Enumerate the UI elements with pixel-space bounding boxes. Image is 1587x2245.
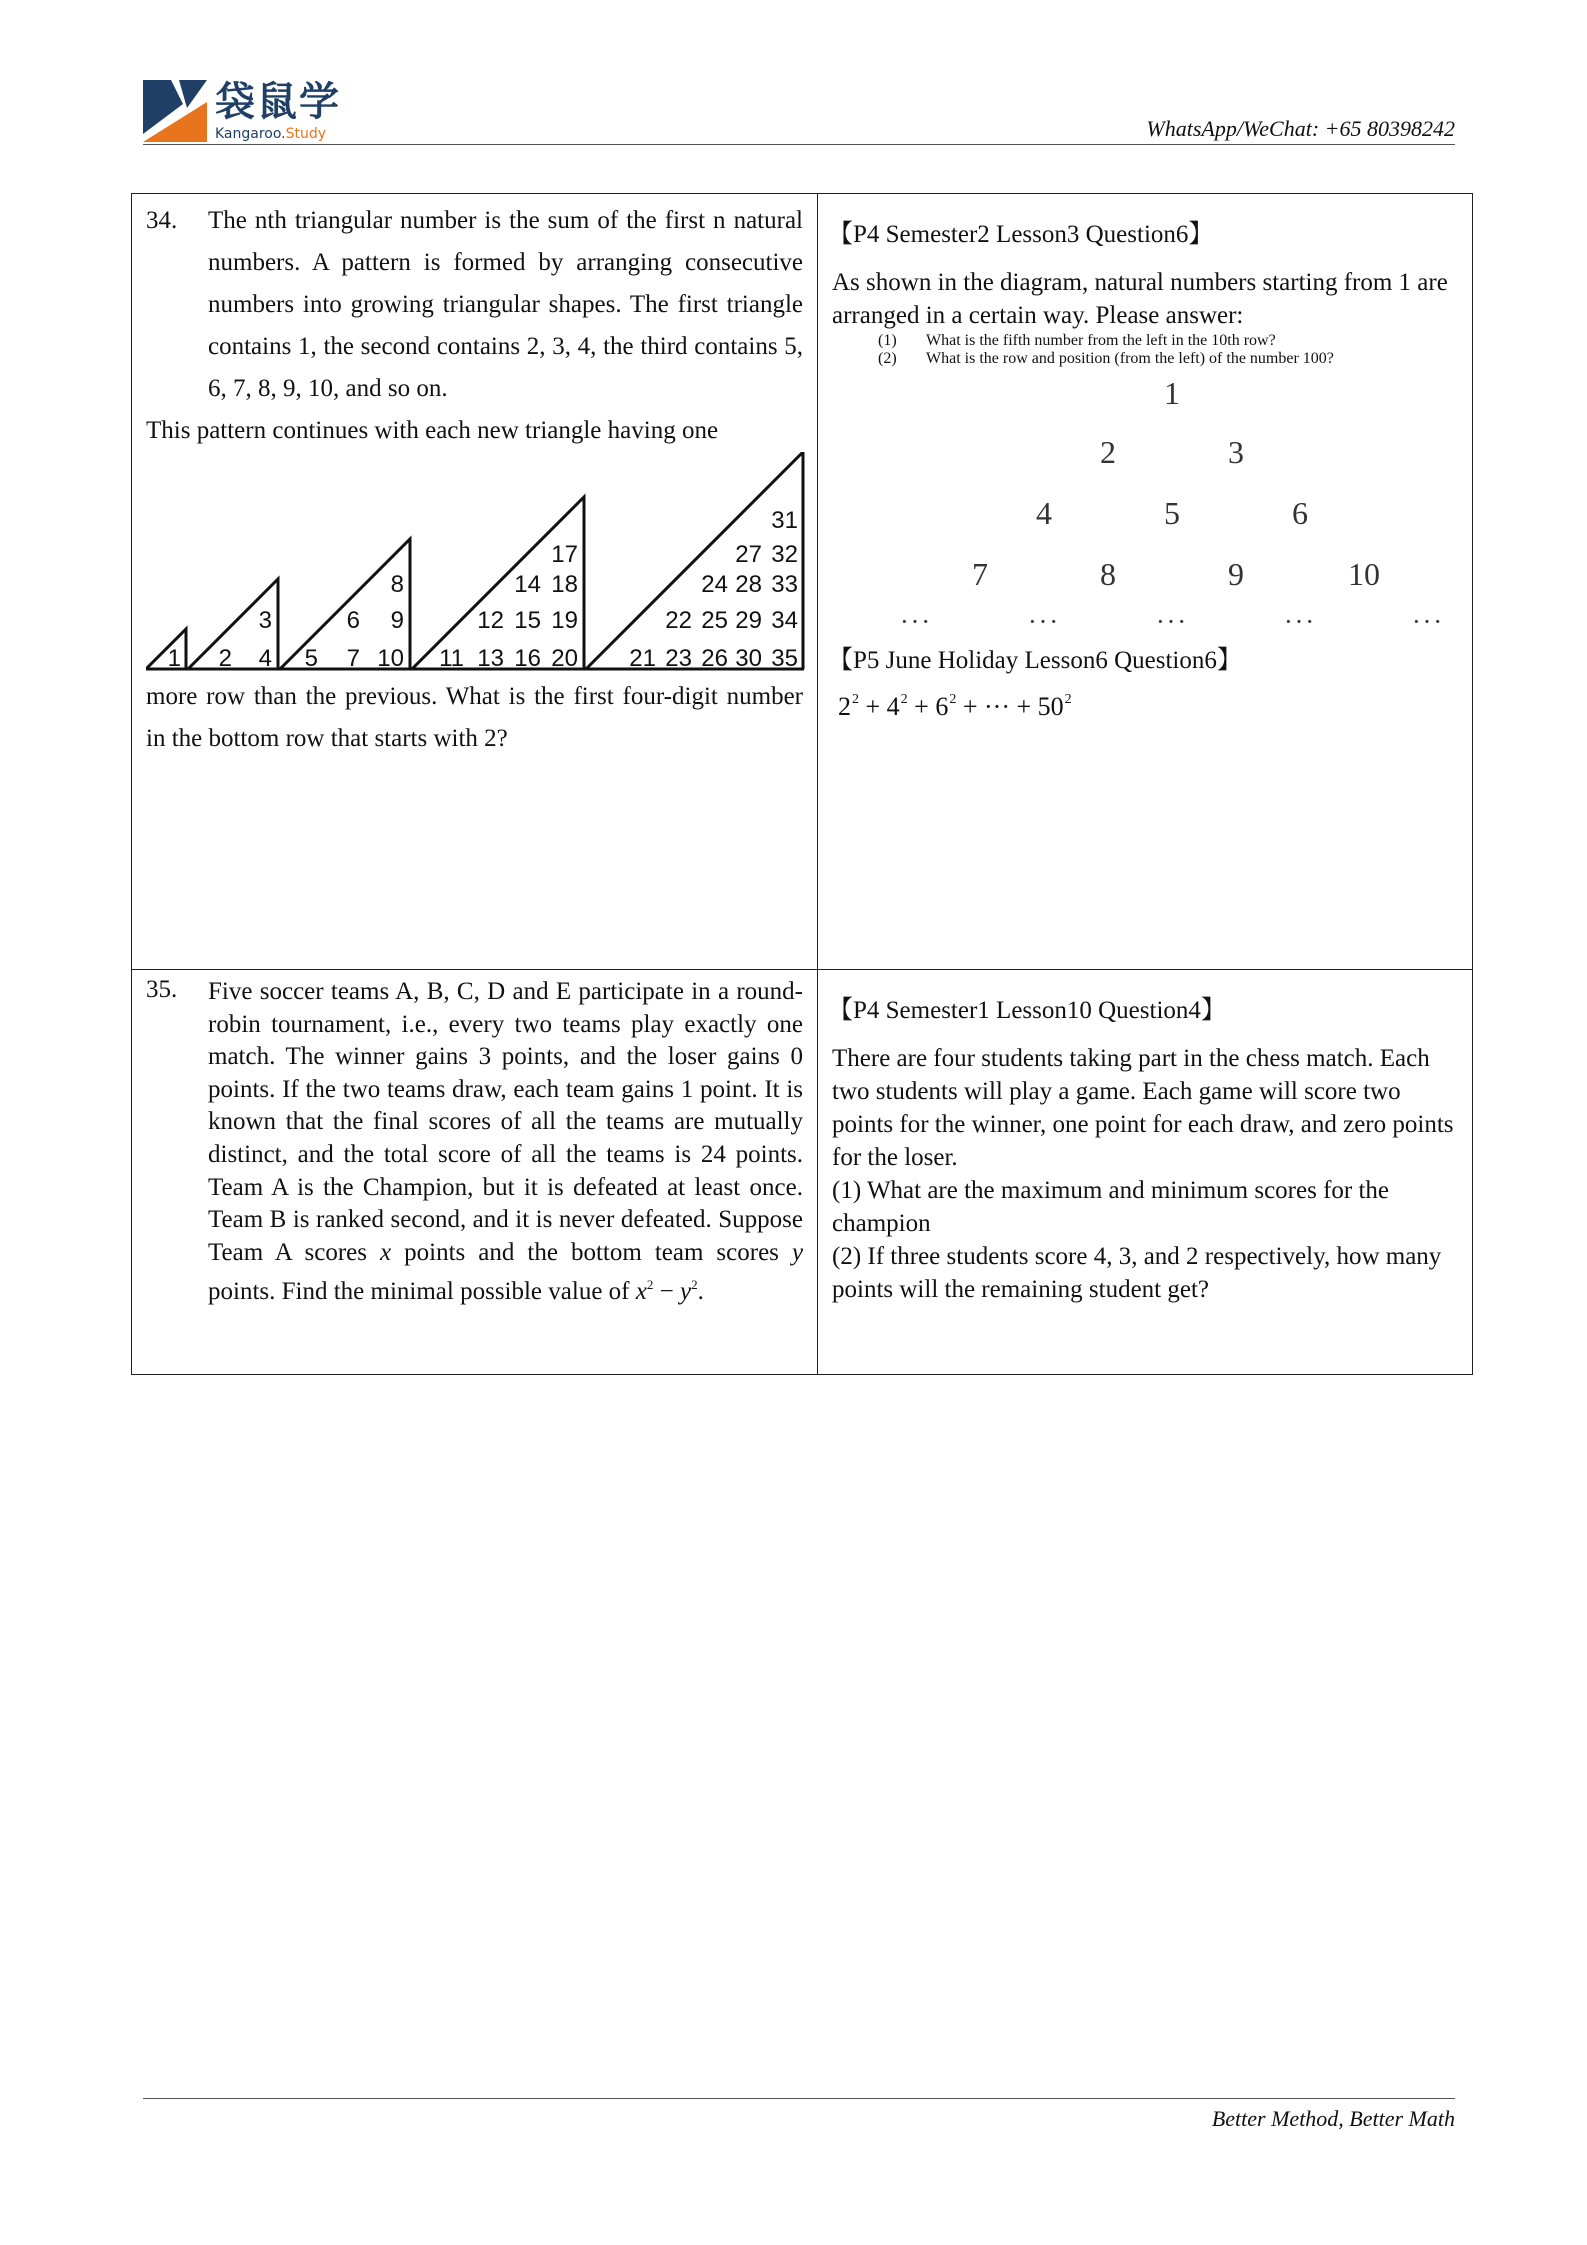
triangle-number: 26 (701, 645, 728, 672)
contact-info: WhatsApp/WeChat: +65 80398242 (1146, 116, 1455, 141)
reference-title: 【P5 June Holiday Lesson6 Question6】 (828, 647, 1242, 674)
pyramid-number: 6 (1292, 495, 1308, 531)
list-item: (2) What is the row and position (from the left) of the number 100? (878, 350, 1334, 367)
continuation-dots: ··· (1028, 607, 1060, 636)
triangle-number: 31 (771, 507, 798, 534)
triangle-number: 10 (377, 645, 404, 672)
triangle-number: 27 (735, 541, 762, 568)
number-pyramid-figure (832, 368, 1472, 640)
reference-intro: As shown in the diagram, natural numbers starting from 1 are arranged in a certain way. Please answer: (832, 269, 1448, 329)
triangle-number: 14 (514, 571, 541, 598)
question-34-continuation: This pattern continues with each new triangle having one (146, 417, 719, 444)
pyramid-number: 8 (1100, 556, 1116, 592)
triangle-number: 12 (477, 607, 504, 634)
triangle-number: 19 (551, 607, 578, 634)
pyramid-number: 2 (1100, 434, 1116, 470)
question-35-text: Five soccer teams A, B, C, D and E participate in a round-robin tournament, i.e., every two teams play exactly one match. The winner gains 3 points, and the loser gains 0 points. If the two teams draw, each team gains 1 point. It is known that the final scores of all the teams are mutually distinct, and the total score of all the teams is 24 points. Team A is the Champion, but it is defeated at least once. Team B is ranked second, and it is never defeated. Suppose Team A scores x points and the bottom team scores y points. Find the minimal possible value of $x^2 - y^2$. (208, 978, 804, 1306)
triangle-number: 7 (346, 645, 360, 672)
triangle-number: 6 (346, 607, 360, 634)
pyramid-number: 5 (1164, 495, 1180, 531)
pyramid-number: 1 (1164, 375, 1180, 411)
footer-slogan: Better Method, Better Math (1211, 2106, 1455, 2131)
triangle-number: 13 (477, 645, 504, 672)
triangle-number: 32 (771, 541, 798, 568)
triangle-number: 5 (304, 645, 318, 672)
question-34-cell (132, 194, 818, 969)
pyramid-number: 7 (972, 556, 988, 592)
triangle-number: 4 (258, 645, 272, 672)
question-table (131, 193, 1473, 1375)
question-35-cell (132, 970, 818, 1374)
triangle-number: 28 (735, 571, 762, 598)
reference-1-cell (818, 194, 1472, 969)
triangle-number: 25 (701, 607, 728, 634)
reference-question-2: (2) If three students score 4, 3, and 2 respectively, how many points will the remaining student get? (832, 1243, 1442, 1303)
pyramid-number: 3 (1228, 434, 1244, 470)
reference-paragraph: There are four students taking part in the chess match. Each two students will play a game. Each game will score two points for the winner, one point for each draw, and zero points for the loser. (832, 1045, 1454, 1171)
reference-3-cell (818, 970, 1472, 1374)
question-35 (146, 976, 803, 1309)
triangle-number: 29 (735, 607, 762, 634)
triangle-number: 18 (551, 571, 578, 598)
continuation-dots: ··· (1284, 607, 1316, 636)
number-pyramid (832, 368, 1460, 640)
table-row (132, 969, 1472, 1374)
triangle-number: 21 (629, 645, 656, 672)
triangle-number: 17 (551, 541, 578, 568)
question-34 (146, 200, 803, 410)
pyramid-number: 9 (1228, 556, 1244, 592)
triangle-number: 11 (439, 645, 464, 672)
table-row (132, 194, 1472, 969)
triangle-number: 24 (701, 571, 728, 598)
reference-title: 【P4 Semester1 Lesson10 Question4】 (828, 997, 1226, 1024)
reference-questions (878, 332, 1460, 368)
triangle-number: 20 (551, 645, 578, 672)
continuation-dots: ··· (1412, 607, 1444, 636)
triangle-number: 16 (514, 645, 541, 672)
triangle-number: 34 (771, 607, 798, 634)
question-number: 34. (146, 207, 178, 234)
question-number: 35. (146, 976, 178, 1003)
triangle-figure (146, 452, 803, 676)
triangle-number: 1 (167, 645, 181, 672)
reference-question-1: (1) What are the maximum and minimum scores for the champion (832, 1177, 1390, 1237)
triangle-number: 3 (258, 607, 272, 634)
logo (143, 72, 358, 144)
triangle-number: 15 (514, 607, 541, 634)
triangle-number: 22 (665, 607, 692, 634)
question-34-text: The nth triangular number is the sum of the first n natural numbers. A pattern is formed by arranging consecutive numbers into growing triangular shapes. The first triangle contains 1, the second contains 2, 3, 4, the third contains 5, 6, 7, 8, 9, 10, and so on. (208, 207, 803, 402)
pyramid-number: 4 (1036, 495, 1052, 531)
triangle-pattern-figure (146, 452, 806, 676)
logo-chinese-text: 袋鼠学 (215, 79, 341, 125)
sum-of-squares-formula: $2^2 + 4^2 + 6^2$ + ··· + $50^2$ (838, 692, 1072, 721)
footer-rule (143, 2098, 1455, 2099)
pyramid-number: 10 (1348, 556, 1380, 592)
continuation-dots: ··· (1156, 607, 1188, 636)
question-34-continuation-2: more row than the previous. What is the first four-digit number in the bottom row that starts with 2? (146, 683, 803, 752)
list-item: (1) What is the fifth number from the left in the 10th row? (878, 332, 1276, 349)
reference-title: 【P4 Semester2 Lesson3 Question6】 (828, 221, 1214, 248)
triangle-number: 23 (665, 645, 692, 672)
triangle-number: 35 (771, 645, 798, 672)
triangle-number: 8 (390, 571, 404, 598)
logo-english-text: Kangaroo.Study (215, 126, 327, 142)
triangle-number: 2 (218, 645, 232, 672)
triangle-number: 33 (771, 571, 798, 598)
continuation-dots: ··· (900, 607, 932, 636)
triangle-number: 9 (390, 607, 404, 634)
triangle-number: 30 (735, 645, 762, 672)
kangaroo-logo-icon (143, 72, 207, 142)
header-rule (143, 144, 1455, 145)
page-header (143, 72, 1455, 144)
